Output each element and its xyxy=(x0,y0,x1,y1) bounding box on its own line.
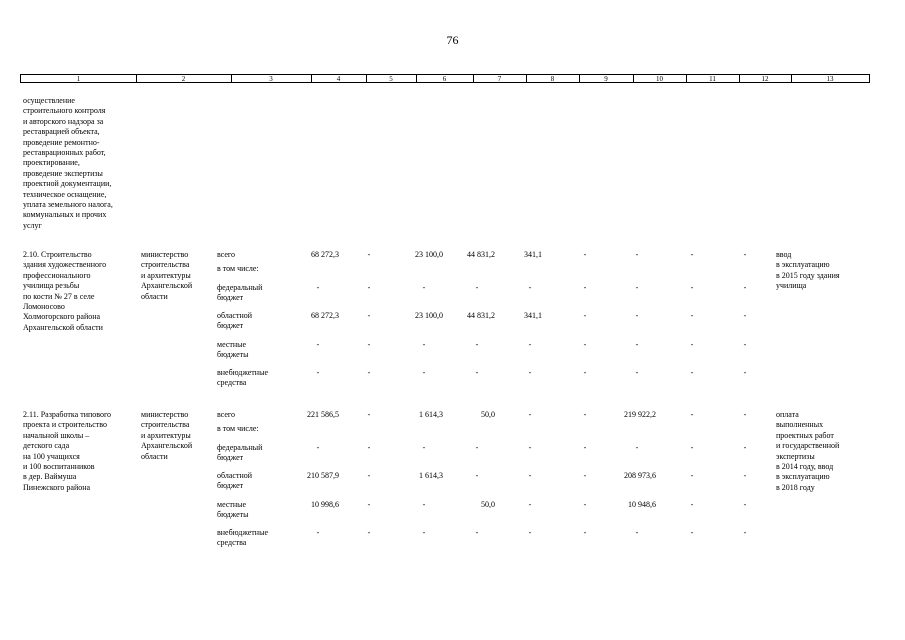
value-cell: 219 922,2 xyxy=(624,410,656,419)
continuation-text: осуществление строительного контроля и авторского надзора за реставрацией объекта, проведение ремонтно- реставрационных работ, проектирование, проведение экспертизы проектной документации, техническое оснащение, уплата земельного налога, коммунальных и прочих услуг xyxy=(23,96,113,230)
value-cell: - xyxy=(743,443,747,452)
value-cell: - xyxy=(316,528,320,537)
column-divider xyxy=(473,75,474,82)
column-divider xyxy=(686,75,687,82)
column-divider xyxy=(791,75,792,82)
value-cell: - xyxy=(635,368,639,377)
value-cell: - xyxy=(367,368,371,377)
value-cell: - xyxy=(528,340,532,349)
value-cell: 341,1 xyxy=(524,250,542,259)
funding-label: внебюджетные средства xyxy=(217,528,268,547)
value-cell: - xyxy=(367,528,371,537)
value-cell: - xyxy=(367,250,371,259)
value-cell: - xyxy=(422,283,426,292)
value-cell: - xyxy=(743,471,747,480)
funding-label: всего xyxy=(217,250,236,259)
value-cell: - xyxy=(690,250,694,259)
entry-executor: министерство строительства и архитектуры Архангельской области xyxy=(141,250,193,301)
value-cell: - xyxy=(690,368,694,377)
column-header-4: 4 xyxy=(336,75,341,83)
value-cell: - xyxy=(583,368,587,377)
column-divider xyxy=(136,75,137,82)
value-cell: - xyxy=(635,528,639,537)
column-header-9: 9 xyxy=(604,75,608,83)
value-cell: - xyxy=(316,283,320,292)
column-header-13: 13 xyxy=(826,75,834,83)
value-cell: - xyxy=(583,500,587,509)
value-cell: - xyxy=(583,283,587,292)
value-cell: - xyxy=(528,283,532,292)
value-cell: - xyxy=(583,410,587,419)
value-cell: - xyxy=(367,443,371,452)
column-divider xyxy=(416,75,417,82)
value-cell: 208 973,6 xyxy=(624,471,656,480)
funding-label: в том числе: xyxy=(217,264,259,273)
value-cell: - xyxy=(367,311,371,320)
value-cell: - xyxy=(422,500,426,509)
value-cell: 221 586,5 xyxy=(307,410,339,419)
value-cell: 50,0 xyxy=(481,500,495,509)
funding-label: федеральный бюджет xyxy=(217,443,263,462)
column-header-1: 1 xyxy=(76,75,81,83)
value-cell: 50,0 xyxy=(481,410,495,419)
funding-label: местные бюджеты xyxy=(217,500,249,519)
page-number: 76 xyxy=(446,33,459,47)
entry-executor: министерство строительства и архитектуры Архангельской области xyxy=(141,410,193,461)
column-header-5: 5 xyxy=(389,75,393,83)
column-divider xyxy=(739,75,740,82)
funding-label: в том числе: xyxy=(217,424,259,433)
entry-note: оплата выполненных проектных работ и государственной экспертизы в 2014 году, ввод в эксплуатацию в 2018 году xyxy=(776,410,840,492)
value-cell: - xyxy=(583,250,587,259)
value-cell: - xyxy=(583,443,587,452)
value-cell: - xyxy=(475,368,479,377)
value-cell: - xyxy=(528,528,532,537)
value-cell: - xyxy=(743,528,747,537)
value-cell: - xyxy=(690,283,694,292)
column-header-11: 11 xyxy=(709,75,716,83)
value-cell: - xyxy=(690,528,694,537)
value-cell: - xyxy=(367,471,371,480)
column-divider xyxy=(366,75,367,82)
value-cell: - xyxy=(743,500,747,509)
funding-label: областной бюджет xyxy=(217,471,253,490)
value-cell: - xyxy=(528,500,532,509)
value-cell: - xyxy=(690,443,694,452)
value-cell: 341,1 xyxy=(524,311,542,320)
value-cell: - xyxy=(690,471,694,480)
value-cell: - xyxy=(635,283,639,292)
value-cell: - xyxy=(528,368,532,377)
value-cell: - xyxy=(422,340,426,349)
value-cell: - xyxy=(583,528,587,537)
column-header-2: 2 xyxy=(181,75,186,83)
entry-title: 2.11. Разработка типового проекта и строительство начальной школы – детского сада на 100 учащихся и 100 воспитанников в дер. Ваймуша Пинежского района xyxy=(23,410,112,492)
value-cell: - xyxy=(367,410,371,419)
value-cell: - xyxy=(316,368,320,377)
column-header-row xyxy=(20,74,870,83)
value-cell: - xyxy=(635,443,639,452)
value-cell: - xyxy=(367,340,371,349)
value-cell: - xyxy=(528,471,532,480)
column-header-6: 6 xyxy=(442,75,447,83)
value-cell: - xyxy=(475,471,479,480)
value-cell: 1 614,3 xyxy=(419,410,443,419)
column-divider xyxy=(231,75,232,82)
value-cell: - xyxy=(743,283,747,292)
column-header-10: 10 xyxy=(656,75,663,83)
value-cell: - xyxy=(743,368,747,377)
entry-title: 2.10. Строительство здания художественного профессионального училища резьбы по кости № 27 в селе Ломоносово Холмогорского района Архангельской области xyxy=(23,250,107,332)
value-cell: 44 831,2 xyxy=(467,311,495,320)
value-cell: 1 614,3 xyxy=(419,471,443,480)
value-cell: - xyxy=(316,340,320,349)
value-cell: - xyxy=(583,471,587,480)
value-cell: - xyxy=(690,340,694,349)
funding-label: внебюджетные средства xyxy=(217,368,268,387)
value-cell: - xyxy=(635,311,639,320)
value-cell: - xyxy=(475,443,479,452)
column-divider xyxy=(633,75,634,82)
value-cell: - xyxy=(583,340,587,349)
value-cell: - xyxy=(743,311,747,320)
value-cell: - xyxy=(316,443,320,452)
column-divider xyxy=(579,75,580,82)
value-cell: - xyxy=(690,500,694,509)
value-cell: - xyxy=(690,410,694,419)
value-cell: - xyxy=(690,311,694,320)
column-header-7: 7 xyxy=(497,75,502,83)
column-divider xyxy=(526,75,527,82)
value-cell: - xyxy=(367,500,371,509)
value-cell: - xyxy=(475,283,479,292)
value-cell: 10 948,6 xyxy=(628,500,656,509)
value-cell: - xyxy=(422,528,426,537)
value-cell: - xyxy=(367,283,371,292)
funding-label: местные бюджеты xyxy=(217,340,249,359)
value-cell: 23 100,0 xyxy=(415,250,443,259)
value-cell: - xyxy=(422,443,426,452)
value-cell: 68 272,3 xyxy=(311,311,339,320)
value-cell: - xyxy=(422,368,426,377)
value-cell: - xyxy=(475,528,479,537)
column-divider xyxy=(311,75,312,82)
column-header-8: 8 xyxy=(550,75,555,83)
value-cell: 23 100,0 xyxy=(415,311,443,320)
value-cell: - xyxy=(743,340,747,349)
column-header-12: 12 xyxy=(761,75,769,83)
value-cell: - xyxy=(583,311,587,320)
value-cell: 10 998,6 xyxy=(311,500,339,509)
value-cell: - xyxy=(635,250,639,259)
value-cell: - xyxy=(743,250,747,259)
column-header-3: 3 xyxy=(269,75,273,83)
value-cell: - xyxy=(528,443,532,452)
funding-label: всего xyxy=(217,410,236,419)
entry-note: ввод в эксплуатацию в 2015 году здания училища xyxy=(776,250,840,291)
funding-label: федеральный бюджет xyxy=(217,283,263,302)
funding-label: областной бюджет xyxy=(217,311,253,330)
value-cell: - xyxy=(635,340,639,349)
value-cell: 44 831,2 xyxy=(467,250,495,259)
value-cell: - xyxy=(475,340,479,349)
value-cell: - xyxy=(743,410,747,419)
value-cell: 68 272,3 xyxy=(311,250,339,259)
value-cell: - xyxy=(528,410,532,419)
value-cell: 210 587,9 xyxy=(307,471,339,480)
